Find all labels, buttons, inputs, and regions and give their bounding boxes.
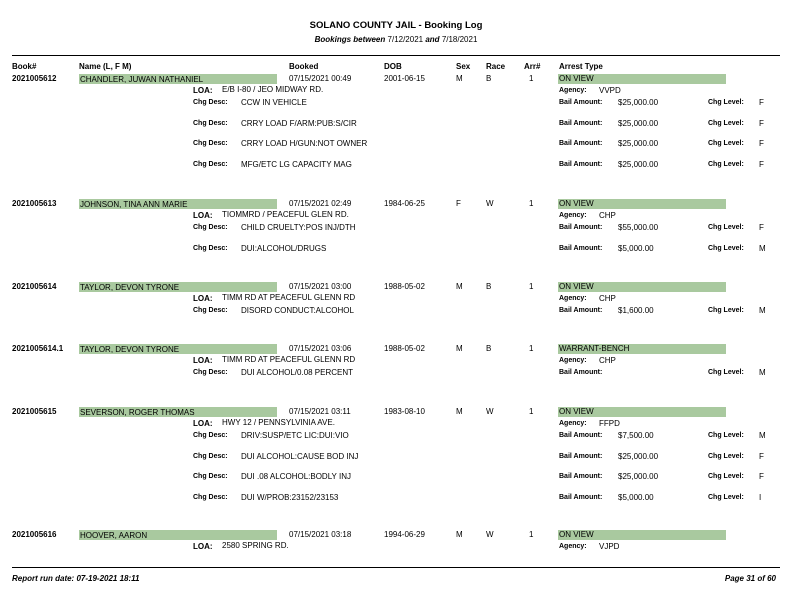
header-top-rule (12, 55, 780, 56)
bail-amount-label: Bail Amount: (559, 432, 603, 439)
bail-amount: $55,000.00 (618, 223, 659, 232)
charge-description: DUI ALCOHOL/0.08 PERCENT (241, 368, 354, 377)
race: W (486, 407, 494, 416)
agency: FFPD (599, 419, 620, 428)
charge-level: F (759, 139, 764, 148)
loa-label: LOA: (193, 542, 213, 551)
charge-level: M (759, 368, 766, 377)
bail-amount-label: Bail Amount: (559, 494, 603, 501)
arrest-type: ON VIEW (559, 74, 594, 83)
bail-amount: $5,000.00 (618, 493, 654, 502)
arrest-type: ON VIEW (559, 530, 594, 539)
book-number: 2021005616 (12, 530, 57, 539)
bail-amount-label: Bail Amount: (559, 140, 603, 147)
charge-level: M (759, 306, 766, 315)
agency-label: Agency: (559, 543, 587, 550)
arrest-type: ON VIEW (559, 199, 594, 208)
inmate-name: TAYLOR, DEVON TYRONE (80, 283, 180, 292)
loa-label: LOA: (193, 356, 213, 365)
col-header-sex: Sex (456, 62, 471, 71)
booked-datetime: 07/15/2021 03:18 (289, 530, 352, 539)
chg-desc-label: Chg Desc: (193, 161, 228, 168)
agency-label: Agency: (559, 357, 587, 364)
chg-level-label: Chg Level: (708, 245, 744, 252)
chg-level-label: Chg Level: (708, 473, 744, 480)
book-number: 2021005614 (12, 282, 57, 291)
chg-level-label: Chg Level: (708, 432, 744, 439)
date-to: 7/18/2021 (441, 35, 478, 44)
agency-label: Agency: (559, 212, 587, 219)
bail-amount-label: Bail Amount: (559, 161, 603, 168)
col-header-arrest-type: Arrest Type (559, 62, 603, 71)
agency-label: Agency: (559, 87, 587, 94)
charge-description: DUI .08 ALCOHOL:BODLY INJ (241, 472, 351, 481)
location-of-arrest: 2580 SPRING RD. (222, 541, 289, 550)
chg-desc-label: Chg Desc: (193, 120, 228, 127)
agency-label: Agency: (559, 420, 587, 427)
bail-amount-label: Bail Amount: (559, 307, 603, 314)
loa-label: LOA: (193, 419, 213, 428)
bail-amount: $25,000.00 (618, 119, 659, 128)
book-number: 2021005614.1 (12, 344, 64, 353)
booked-datetime: 07/15/2021 03:00 (289, 282, 352, 291)
booked-datetime: 07/15/2021 02:49 (289, 199, 352, 208)
charge-description: DUI ALCOHOL:CAUSE BOD INJ (241, 452, 359, 461)
chg-desc-label: Chg Desc: (193, 453, 228, 460)
charge-description: CRRY LOAD F/ARM:PUB:S/CIR (241, 119, 357, 128)
date-of-birth: 1983-08-10 (384, 407, 425, 416)
charge-level: I (759, 493, 762, 502)
bail-amount: $25,000.00 (618, 472, 659, 481)
chg-desc-label: Chg Desc: (193, 140, 228, 147)
charge-description: DRIV:SUSP/ETC LIC:DUI:VIO (241, 431, 349, 440)
race: B (486, 74, 492, 83)
sex: M (456, 74, 463, 83)
bail-amount: $25,000.00 (618, 139, 659, 148)
loa-label: LOA: (193, 294, 213, 303)
chg-desc-label: Chg Desc: (193, 224, 228, 231)
chg-desc-label: Chg Desc: (193, 307, 228, 314)
chg-desc-label: Chg Desc: (193, 432, 228, 439)
chg-desc-label: Chg Desc: (193, 494, 228, 501)
arrest-number: 1 (529, 74, 534, 83)
arrest-number: 1 (529, 199, 534, 208)
charge-level: F (759, 160, 764, 169)
arrest-number: 1 (529, 530, 534, 539)
charge-level: M (759, 431, 766, 440)
charge-level: F (759, 452, 764, 461)
location-of-arrest: E/B I-80 / JEO MIDWAY RD. (222, 85, 324, 94)
booked-datetime: 07/15/2021 03:06 (289, 344, 352, 353)
book-number: 2021005613 (12, 199, 57, 208)
date-of-birth: 1994-06-29 (384, 530, 425, 539)
booked-datetime: 07/15/2021 00:49 (289, 74, 352, 83)
agency: VVPD (599, 86, 621, 95)
sex: M (456, 530, 463, 539)
chg-level-label: Chg Level: (708, 140, 744, 147)
arrest-type: ON VIEW (559, 282, 594, 291)
bail-amount-label: Bail Amount: (559, 473, 603, 480)
bail-amount-label: Bail Amount: (559, 224, 603, 231)
subtitle-prefix: Bookings between (314, 35, 386, 44)
location-of-arrest: TIOMMRD / PEACEFUL GLEN RD. (222, 210, 349, 219)
col-header-booked: Booked (289, 62, 319, 71)
charge-description: CCW IN VEHICLE (241, 98, 307, 107)
bail-amount-label: Bail Amount: (559, 453, 603, 460)
race: W (486, 530, 494, 539)
inmate-name: HOOVER, AARON (80, 531, 148, 540)
charge-description: CRRY LOAD H/GUN:NOT OWNER (241, 139, 368, 148)
arrest-number: 1 (529, 407, 534, 416)
location-of-arrest: HWY 12 / PENNSYLVINIA AVE. (222, 418, 335, 427)
date-from: 7/12/2021 (387, 35, 424, 44)
booked-datetime: 07/15/2021 03:11 (289, 407, 351, 416)
bail-amount-label: Bail Amount: (559, 245, 603, 252)
chg-desc-label: Chg Desc: (193, 99, 228, 106)
chg-level-label: Chg Level: (708, 161, 744, 168)
charge-description: CHILD CRUELTY:POS INJ/DTH (241, 223, 356, 232)
date-of-birth: 1988-05-02 (384, 344, 425, 353)
loa-label: LOA: (193, 211, 213, 220)
inmate-name: CHANDLER, JUWAN NATHANIEL (80, 75, 204, 84)
col-header-arr: Arr# (524, 62, 541, 71)
chg-desc-label: Chg Desc: (193, 245, 228, 252)
inmate-name: SEVERSON, ROGER THOMAS (80, 408, 195, 417)
charge-description: DUI W/PROB:23152/23153 (241, 493, 339, 502)
sex: M (456, 407, 463, 416)
col-header-name: Name (L, F M) (79, 62, 132, 71)
location-of-arrest: TIMM RD AT PEACEFUL GLENN RD (222, 355, 356, 364)
chg-desc-label: Chg Desc: (193, 473, 228, 480)
report-subtitle (0, 35, 792, 44)
arrest-number: 1 (529, 344, 534, 353)
agency: VJPD (599, 542, 620, 551)
race: W (486, 199, 494, 208)
chg-level-label: Chg Level: (708, 453, 744, 460)
charge-description: DUI:ALCOHOL/DRUGS (241, 244, 327, 253)
charge-level: M (759, 244, 766, 253)
chg-desc-label: Chg Desc: (193, 369, 228, 376)
arrest-number: 1 (529, 282, 534, 291)
chg-level-label: Chg Level: (708, 369, 744, 376)
chg-level-label: Chg Level: (708, 224, 744, 231)
sex: F (456, 199, 461, 208)
agency-label: Agency: (559, 295, 587, 302)
chg-level-label: Chg Level: (708, 99, 744, 106)
charge-description: DISORD CONDUCT:ALCOHOL (241, 306, 354, 315)
bail-amount: $5,000.00 (618, 244, 654, 253)
location-of-arrest: TIMM RD AT PEACEFUL GLENN RD (222, 293, 356, 302)
report-run-date: Report run date: 07-19-2021 18:11 (12, 574, 140, 583)
arrest-type: ON VIEW (559, 407, 594, 416)
loa-label: LOA: (193, 86, 213, 95)
book-number: 2021005615 (12, 407, 57, 416)
bail-amount: $1,600.00 (618, 306, 654, 315)
col-header-book: Book# (12, 62, 37, 71)
subtitle-and: and (425, 35, 440, 44)
report-title: SOLANO COUNTY JAIL - Booking Log (309, 20, 483, 31)
bail-amount: $25,000.00 (618, 98, 659, 107)
sex: M (456, 344, 463, 353)
col-header-dob: DOB (384, 62, 402, 71)
date-of-birth: 1984-06-25 (384, 199, 425, 208)
race: B (486, 282, 492, 291)
race: B (486, 344, 492, 353)
chg-level-label: Chg Level: (708, 120, 744, 127)
charge-level: F (759, 472, 764, 481)
bail-amount: $7,500.00 (618, 431, 654, 440)
bail-amount: $25,000.00 (618, 160, 659, 169)
arrest-type: WARRANT-BENCH (559, 344, 630, 353)
agency: CHP (599, 356, 616, 365)
bail-amount-label: Bail Amount: (559, 99, 603, 106)
page-number: Page 31 of 60 (724, 574, 776, 583)
bail-amount-label: Bail Amount: (559, 369, 603, 376)
bail-amount-label: Bail Amount: (559, 120, 603, 127)
book-number: 2021005612 (12, 74, 57, 83)
inmate-name: TAYLOR, DEVON TYRONE (80, 345, 180, 354)
sex: M (456, 282, 463, 291)
agency: CHP (599, 211, 616, 220)
charge-level: F (759, 223, 764, 232)
date-of-birth: 2001-06-15 (384, 74, 425, 83)
charge-level: F (759, 98, 764, 107)
chg-level-label: Chg Level: (708, 307, 744, 314)
inmate-name: JOHNSON, TINA ANN MARIE (80, 200, 188, 209)
chg-level-label: Chg Level: (708, 494, 744, 501)
bail-amount: $25,000.00 (618, 452, 659, 461)
charge-description: MFG/ETC LG CAPACITY MAG (241, 160, 352, 169)
agency: CHP (599, 294, 616, 303)
col-header-race: Race (486, 62, 506, 71)
footer-rule (12, 567, 780, 568)
date-of-birth: 1988-05-02 (384, 282, 425, 291)
charge-level: F (759, 119, 764, 128)
